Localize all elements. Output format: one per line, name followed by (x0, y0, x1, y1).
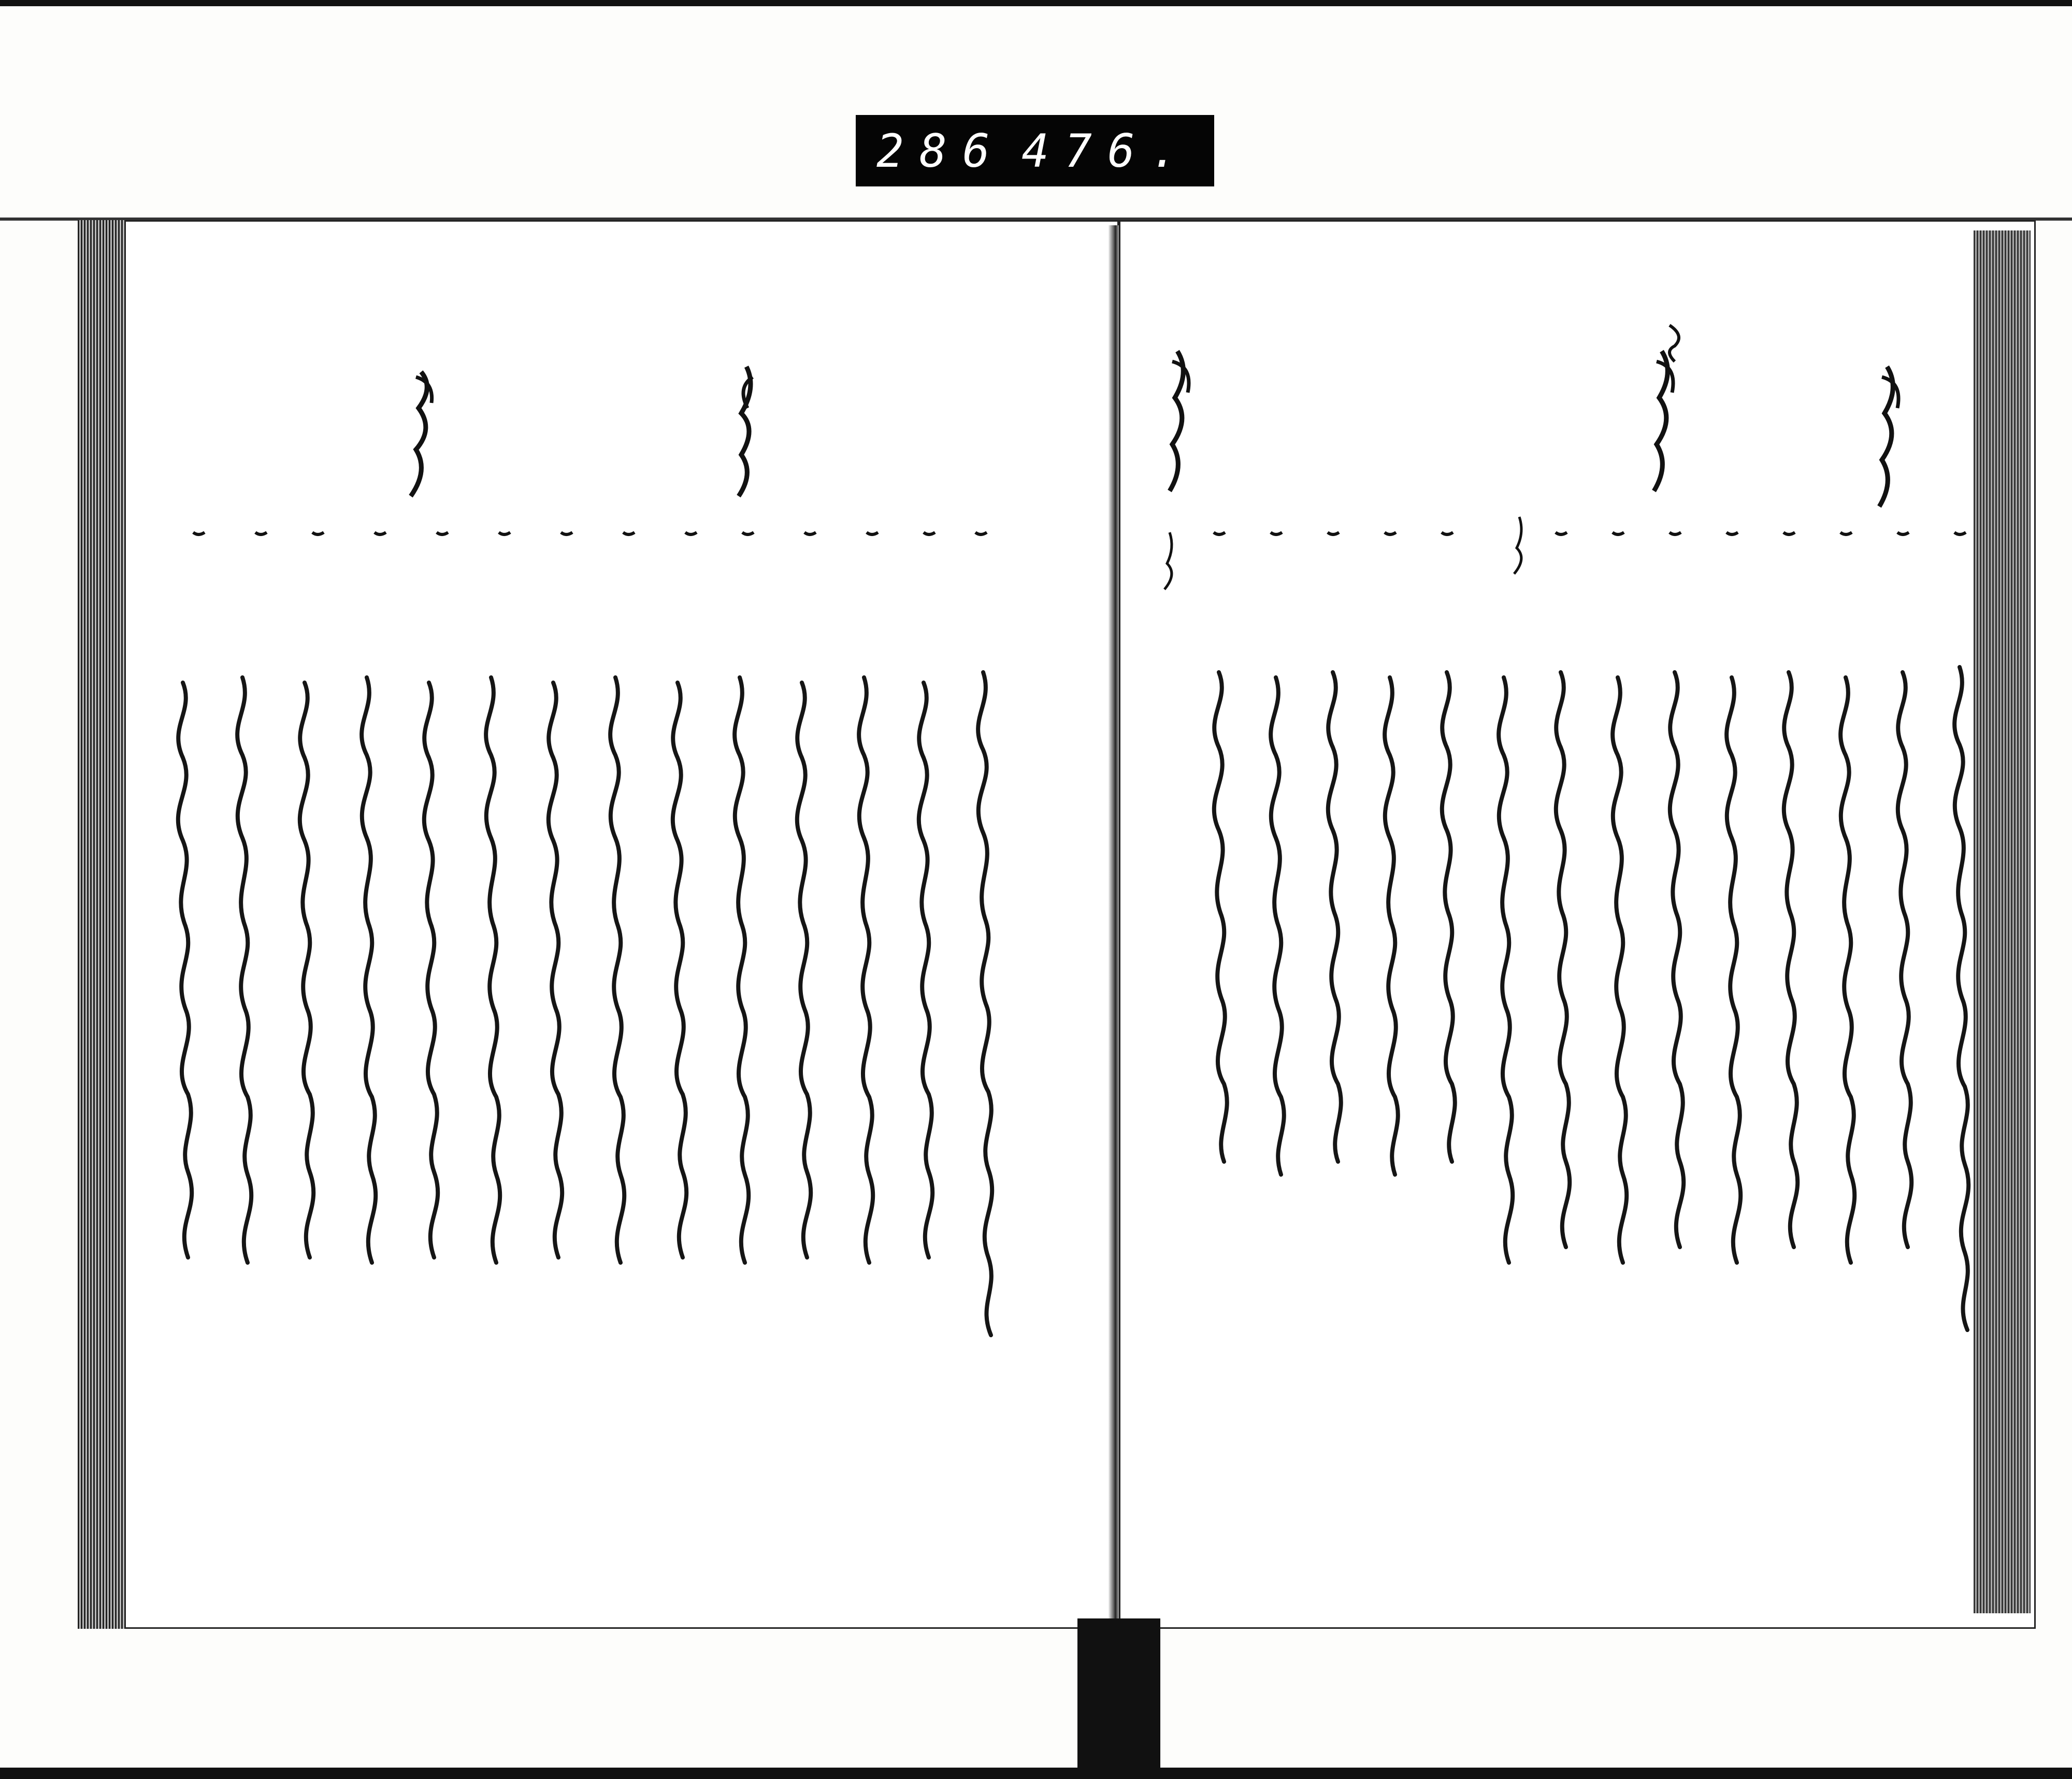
right-page-text-columns (1120, 222, 2034, 1627)
left-page-text-columns (126, 222, 1117, 1627)
top-border (0, 0, 2072, 6)
open-book (78, 220, 2025, 1629)
right-page-stack (1974, 230, 2031, 1613)
frame-number-left: 286 (876, 124, 1005, 178)
bottom-border (0, 1768, 2072, 1779)
binding-shadow (1077, 1618, 1160, 1774)
left-page-stack (78, 220, 130, 1629)
right-page (1119, 220, 2036, 1629)
frame-number-right: 476. (1021, 124, 1193, 178)
frame-number-label (856, 115, 1214, 186)
left-page (124, 220, 1119, 1629)
